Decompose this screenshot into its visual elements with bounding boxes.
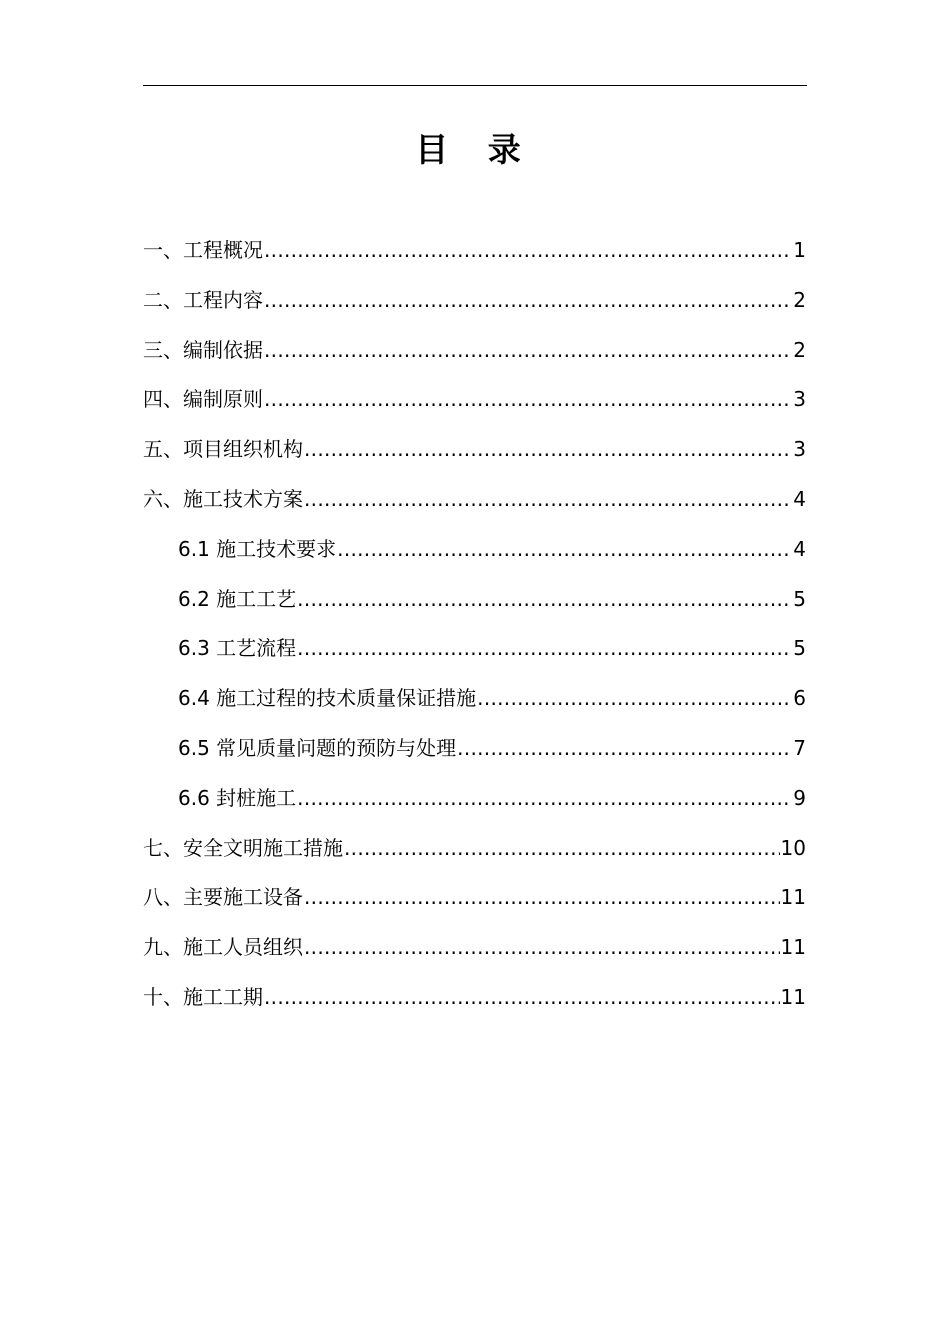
toc-dot-leader	[264, 382, 792, 416]
toc-entry[interactable]	[143, 880, 806, 930]
toc-dot-leader	[304, 482, 792, 516]
toc-entry-label: 十、施工工期	[143, 984, 263, 1009]
toc-entry-page-number: 4	[793, 536, 806, 561]
toc-entry-label: 八、主要施工设备	[143, 885, 303, 910]
toc-entry-label: 六、施工技术方案	[143, 486, 303, 511]
toc-entry[interactable]	[143, 681, 806, 731]
toc-dot-leader	[344, 831, 780, 865]
toc-entry-page-number: 5	[793, 586, 806, 611]
toc-dot-leader	[304, 880, 780, 914]
toc-entry-page-number: 11	[780, 885, 806, 910]
toc-entry-label: 一、工程概况	[143, 238, 263, 262]
toc-entry-page-number: 10	[780, 835, 806, 860]
toc-entry[interactable]	[143, 283, 806, 333]
toc-entry-label: 6.1 施工技术要求	[178, 536, 337, 561]
toc-dot-leader	[264, 283, 792, 317]
toc-entry[interactable]	[143, 831, 806, 881]
toc-entry[interactable]	[143, 582, 806, 632]
toc-entry-page-number: 6	[793, 686, 806, 711]
toc-entry-label: 6.2 施工工艺	[178, 586, 297, 611]
toc-entry[interactable]	[143, 631, 806, 681]
toc-dot-leader	[264, 233, 792, 267]
toc-dot-leader	[297, 582, 792, 616]
toc-entry-page-number: 4	[793, 486, 806, 511]
toc-entry[interactable]	[143, 532, 806, 582]
toc-dot-leader	[297, 781, 792, 815]
toc-entry[interactable]	[143, 930, 806, 980]
toc-entry-page-number: 7	[793, 735, 806, 760]
toc-dot-leader	[457, 731, 792, 765]
toc-entry-label: 6.6 封桩施工	[178, 785, 297, 810]
toc-dot-leader	[304, 930, 780, 964]
toc-entry[interactable]	[143, 482, 806, 532]
toc-entry[interactable]	[143, 980, 806, 1030]
header-rule	[143, 85, 807, 86]
toc-entry-label: 6.3 工艺流程	[178, 636, 297, 661]
toc-dot-leader	[264, 980, 780, 1014]
toc-entry-label: 四、编制原则	[143, 387, 263, 412]
toc-entry-page-number: 1	[793, 238, 806, 262]
toc-entry-page-number: 9	[793, 785, 806, 810]
toc-entry-label: 6.4 施工过程的技术质量保证措施	[178, 686, 477, 711]
toc-entry[interactable]	[143, 781, 806, 831]
toc-dot-leader	[337, 532, 792, 566]
toc-entry[interactable]	[143, 432, 806, 482]
toc-entry[interactable]	[143, 333, 806, 383]
toc-dot-leader	[304, 432, 792, 466]
toc-dot-leader	[264, 333, 792, 367]
toc-entry[interactable]	[143, 233, 806, 283]
toc-entry-page-number: 5	[793, 636, 806, 661]
toc-entry[interactable]	[143, 382, 806, 432]
toc-entry-label: 九、施工人员组织	[143, 935, 303, 960]
toc-entry-page-number: 2	[793, 337, 806, 362]
toc-entry-page-number: 3	[793, 387, 806, 412]
toc-entry-label: 五、项目组织机构	[143, 437, 303, 462]
table-of-contents	[143, 233, 806, 1030]
toc-entry[interactable]	[143, 731, 806, 781]
toc-entry-label: 三、编制依据	[143, 337, 263, 362]
toc-entry-label: 6.5 常见质量问题的预防与处理	[178, 735, 457, 760]
toc-entry-page-number: 11	[780, 935, 806, 960]
toc-dot-leader	[477, 681, 792, 715]
toc-entry-label: 七、安全文明施工措施	[143, 835, 343, 860]
toc-entry-label: 二、工程内容	[143, 287, 263, 312]
toc-entry-page-number: 11	[780, 984, 806, 1009]
toc-entry-page-number: 3	[793, 437, 806, 462]
toc-title: 目 录	[415, 130, 535, 169]
toc-dot-leader	[297, 631, 792, 665]
toc-entry-page-number: 2	[793, 287, 806, 312]
